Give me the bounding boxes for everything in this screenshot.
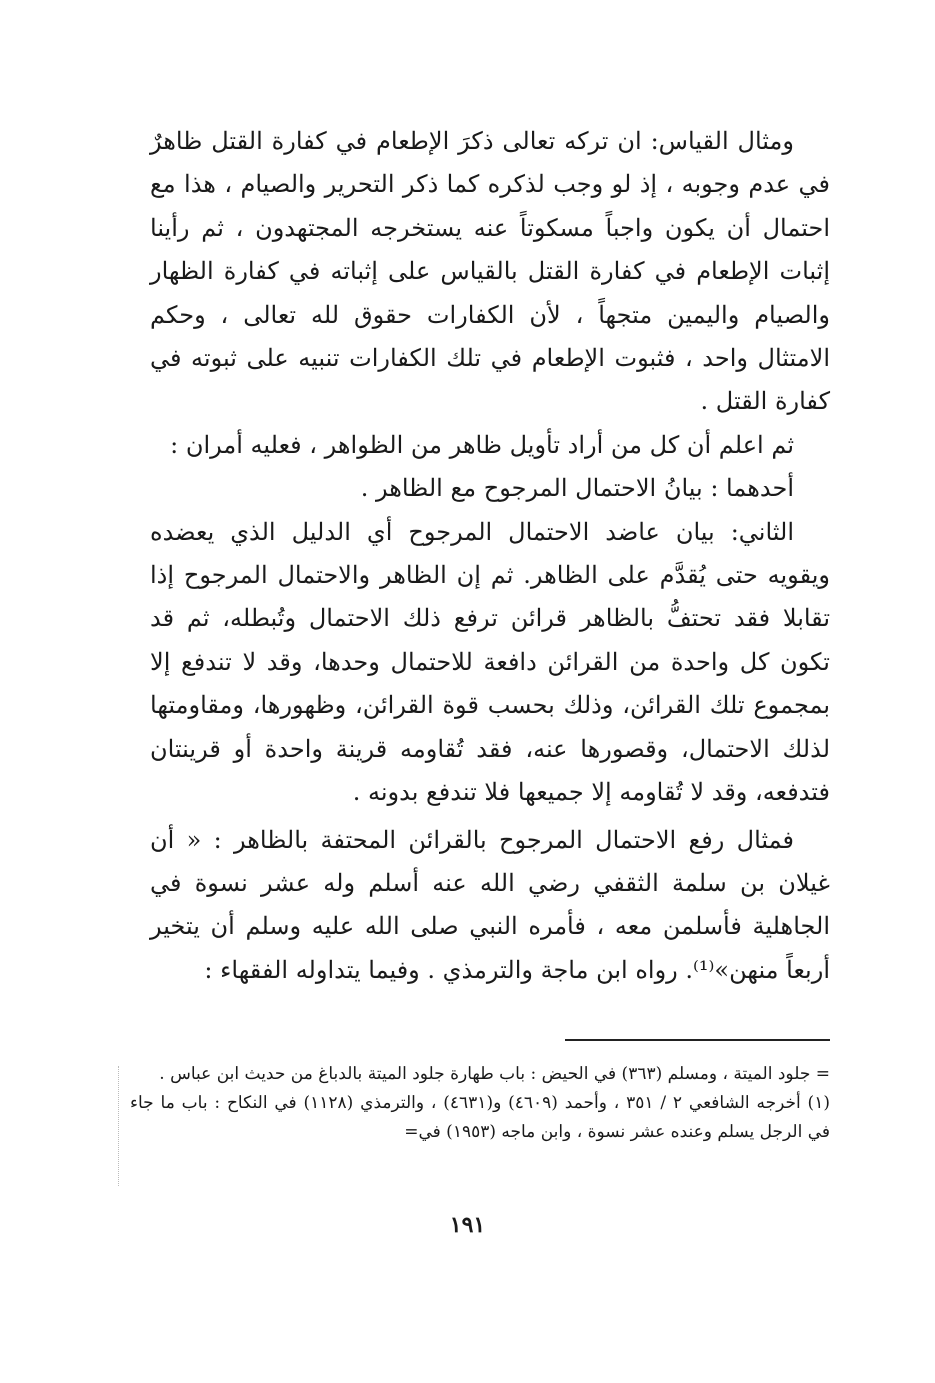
page-number: ١٩١	[449, 1212, 486, 1238]
margin-mark	[118, 1066, 120, 1186]
paragraph-two-matters: ثم اعلم أن كل من أراد تأويل ظاهر من الظواهر ، فعليه أمران :	[170, 430, 794, 459]
paragraph-ghaylan-example: فمثال رفع الاحتمال المرجوح بالقرائن المحتفة بالظاهر : « أن غيلان بن سلمة الثقفي رضي الله عنه أسلم وله عشر نسوة في الجاهلية فأسلمن معه ، فأمره النبي صلى الله عليه وسلم أن يتخير أربعاً منهن»⁽¹⁾. رواه ابن ماجة والترمذي . وفيما يتداوله الفقهاء :	[150, 825, 830, 984]
footnote-1: (١) أخرجه الشافعي ٢ / ٣٥١ ، وأحمد (٤٦٠٩) و(٤٦٣١) ، والترمذي (١١٢٨) في النكاح : باب ما جاء في الرجل يسلم وعنده عشر نسوة ، وابن ماجه (١٩٥٣) في=	[130, 1093, 830, 1142]
paragraph-qiyas-example: ومثال القياس: ان تركه تعالى ذكرَ الإطعام في كفارة القتل ظاهرٌ في عدم وجوبه ، إذ لو وجب لذكره كما ذكر التحرير والصيام ، هذا مع احتمال أن يكون واجباً مسكوتاً عنه يستخرجه المجتهدون ، ثم رأينا إثبات الإطعام في كفارة القتل بالقياس على إثباته في كفارة الظهار والصيام واليمين متجهاً ، لأن الكفارات حقوق لله تعالى ، وحكم الامتثال واحد ، فثبوت الإطعام في تلك الكفارات تنبيه على ثبوته في كفارة القتل .	[150, 127, 830, 416]
main-text	[150, 120, 830, 992]
footnote-continuation: = جلود الميتة ، ومسلم (٣٦٣) في الحيض : باب طهارة جلود الميتة بالدباغ من حديث ابن عباس .	[159, 1064, 830, 1084]
footnotes	[130, 1060, 830, 1147]
paragraph-first-matter: أحدهما : بيانُ الاحتمال المرجوح مع الظاهر .	[360, 474, 794, 503]
footnote-divider	[565, 1039, 830, 1041]
paragraph-second-matter: الثاني: بيان عاضد الاحتمال المرجوح أي الدليل الذي يعضده ويقويه حتى يُقدَّم على الظاهر. ثم إن الظاهر والاحتمال المرجوح إذا تقابلا فقد تحتفُّ بالظاهر قرائن ترفع ذلك الاحتمال وتُبطله، ثم قد تكون كل واحدة من القرائن دافعة للاحتمال وحدها، وقد لا تندفع إلا بمجموع تلك القرائن، وذلك بحسب قوة القرائن، وظهورها، ومقاومتها لذلك الاحتمال، وقصورها عنه، فقد تُقاومه قرينة واحدة أو قرينتان فتدفعه، وقد لا تُقاومه إلا جميعها فلا تندفع بدونه .	[150, 517, 831, 807]
